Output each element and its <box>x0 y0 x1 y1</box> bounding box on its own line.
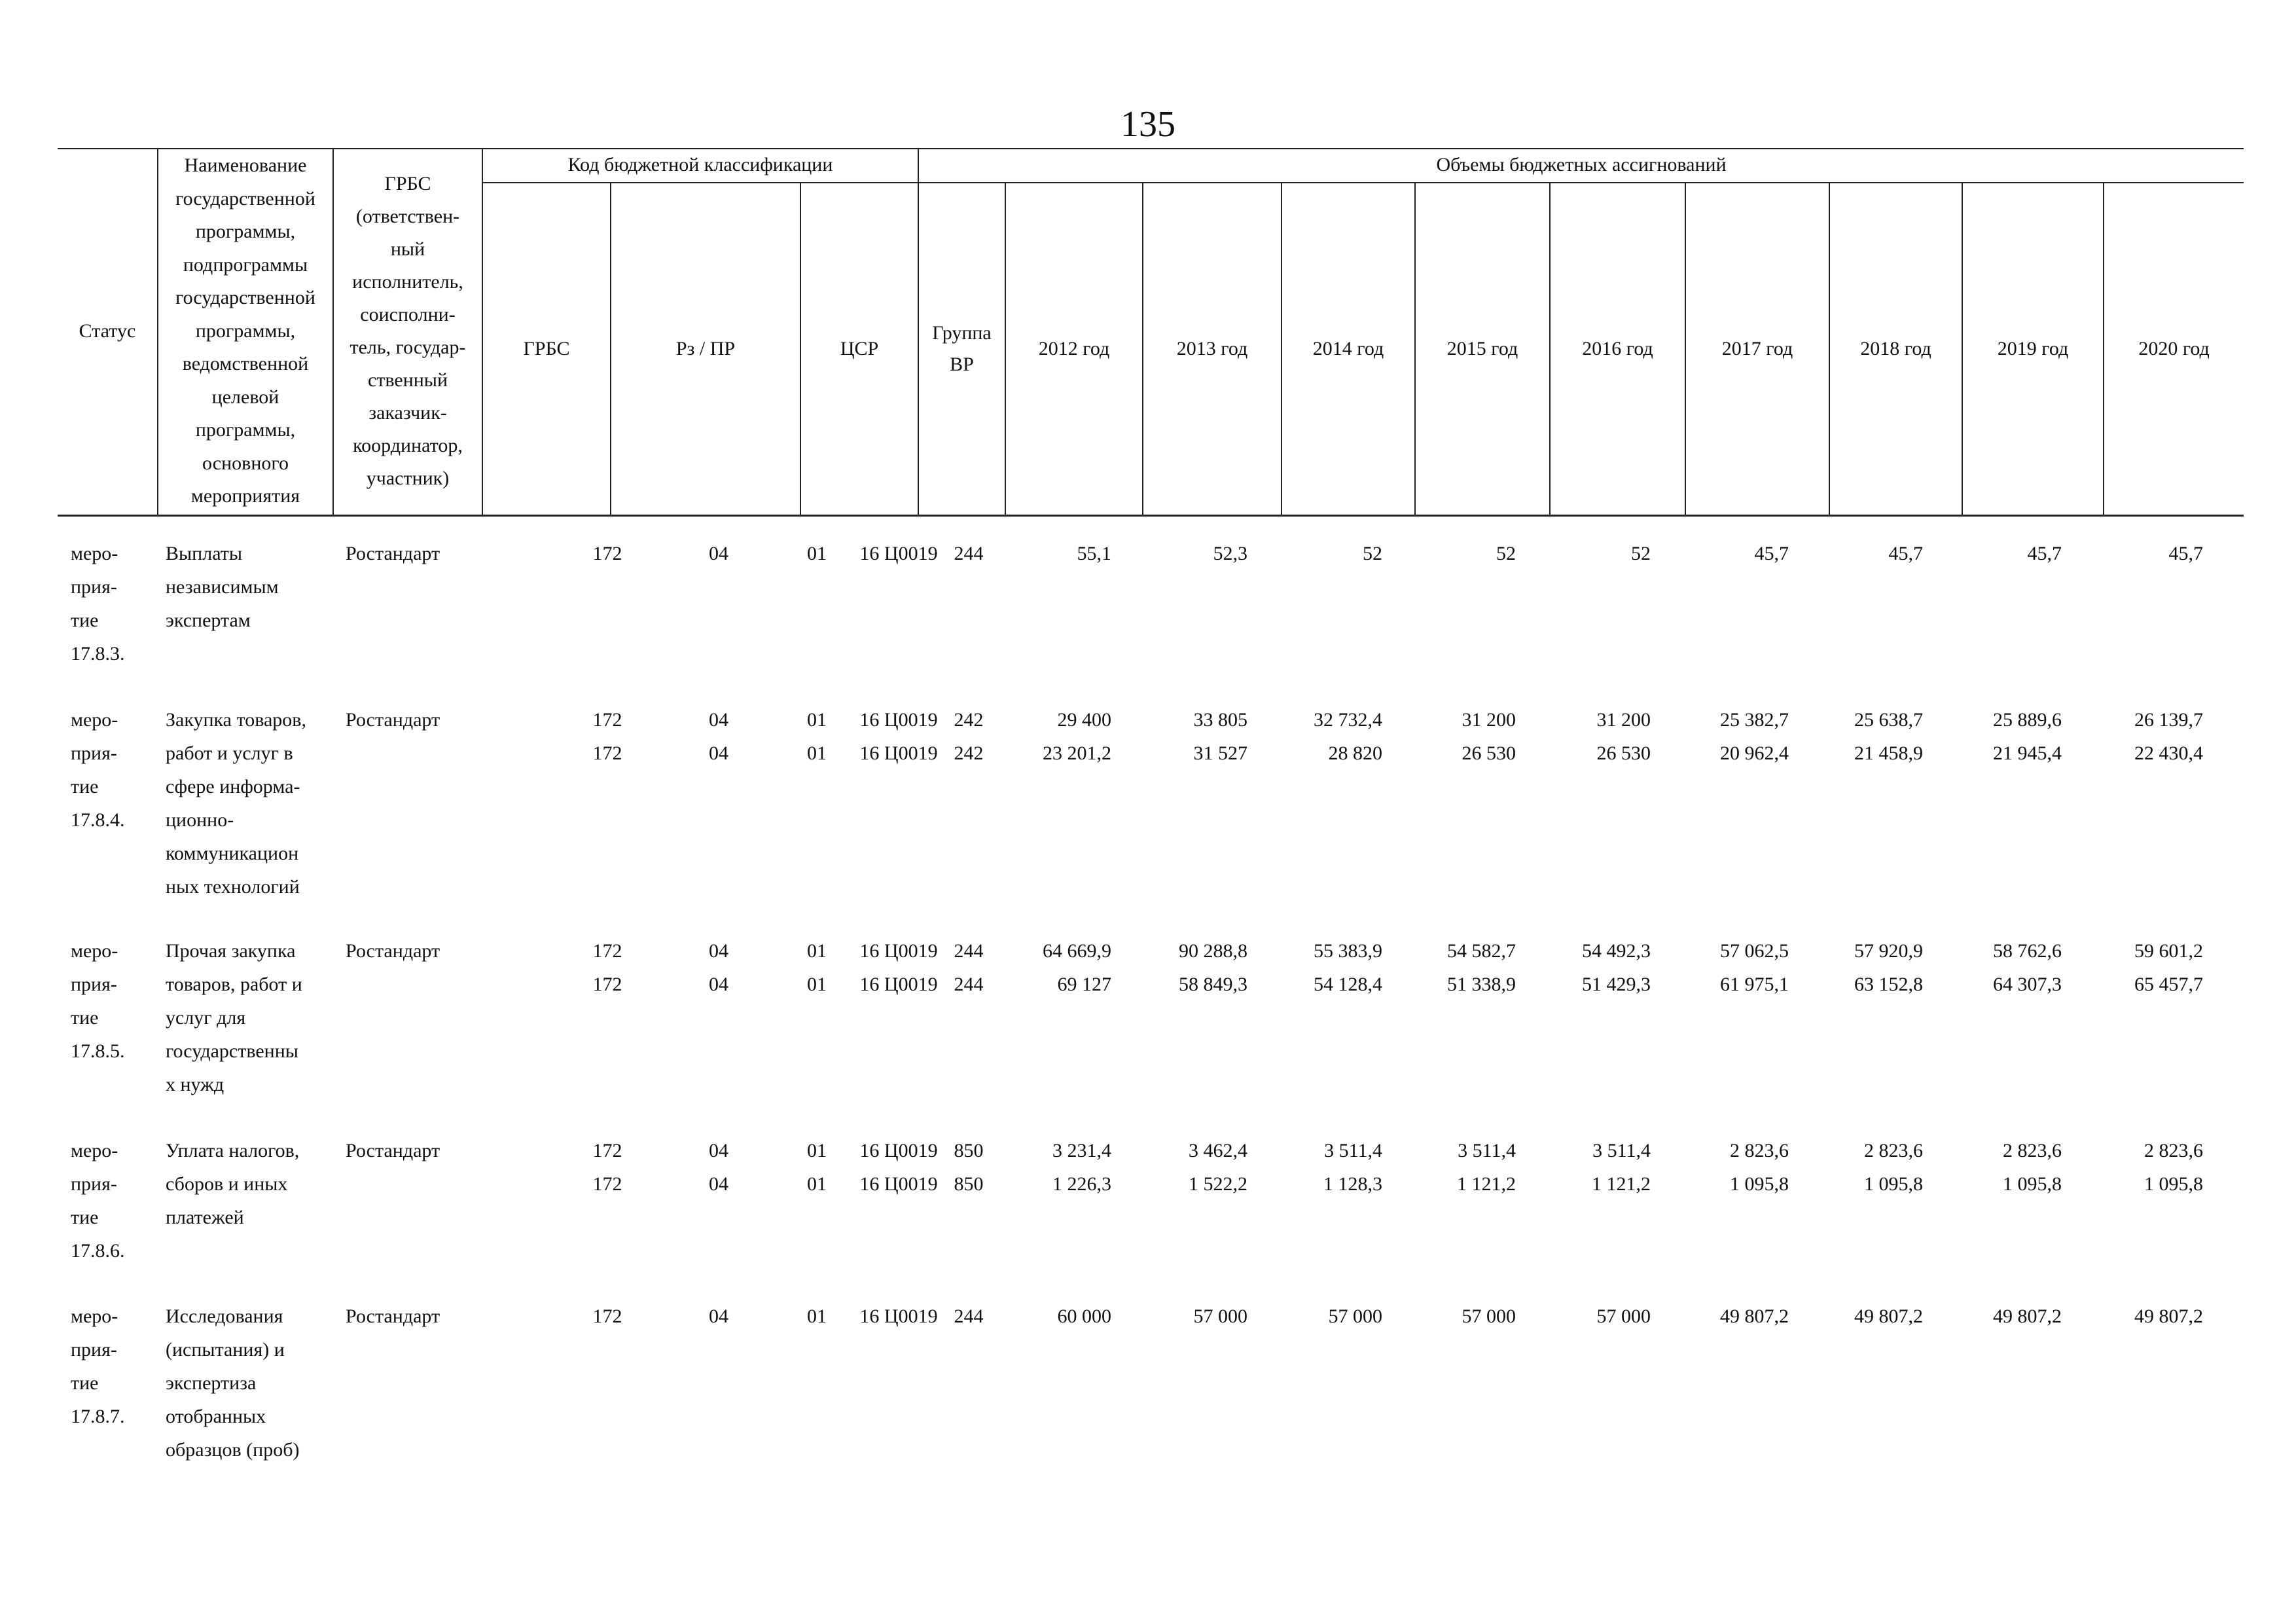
header-line: мероприятия <box>190 485 300 507</box>
row-value: 1 522,2 <box>1189 1173 1247 1195</box>
row-pr: 01 <box>807 742 827 764</box>
row-value: 1 121,2 <box>1457 1173 1516 1195</box>
row-vr: 244 <box>954 543 984 564</box>
row-pr: 01 <box>807 1173 827 1195</box>
header-year: 2015 год <box>1415 183 1550 515</box>
row-value: 49 807,2 <box>1854 1305 1923 1327</box>
row-csr: 16 Ц0019 <box>859 1173 938 1195</box>
row-value: 52 <box>1496 543 1516 564</box>
row-status: 17.8.6. <box>71 1240 125 1262</box>
row-csr: 16 Ц0019 <box>859 543 938 564</box>
row-vr: 244 <box>954 940 984 962</box>
row-value: 45,7 <box>2027 543 2062 564</box>
row-name: экспертиза <box>166 1372 257 1394</box>
row-pr: 01 <box>807 709 827 731</box>
row-status: тие <box>71 1207 99 1228</box>
header-year: 2013 год <box>1143 183 1282 515</box>
header-line: Группа <box>932 322 992 344</box>
header-grbs-responsible <box>333 148 482 515</box>
row-status: прия- <box>71 576 117 598</box>
row-value: 3 511,4 <box>1458 1140 1516 1161</box>
header-year: 2017 год <box>1685 183 1829 515</box>
row-name: образцов (проб) <box>166 1439 300 1461</box>
row-name: (испытания) и <box>166 1339 285 1360</box>
row-value: 26 139,7 <box>2134 709 2203 731</box>
row-value: 1 095,8 <box>1730 1173 1789 1195</box>
row-status: прия- <box>71 742 117 764</box>
header-year: 2012 год <box>1005 183 1143 515</box>
row-value: 1 128,3 <box>1323 1173 1382 1195</box>
header-line: Наименование <box>184 155 307 177</box>
row-rz: 04 <box>709 1173 728 1195</box>
row-value: 57 062,5 <box>1720 940 1789 962</box>
row-value: 57 000 <box>1193 1305 1247 1327</box>
row-value: 54 582,7 <box>1447 940 1516 962</box>
row-csr: 16 Ц0019 <box>859 940 938 962</box>
header-line: ГРБС <box>384 173 431 194</box>
row-rz: 04 <box>709 742 728 764</box>
header-year: 2018 год <box>1829 183 1962 515</box>
row-value: 21 945,4 <box>1993 742 2062 764</box>
header-line: подпрограммы <box>183 253 308 276</box>
header-vr <box>918 183 1005 515</box>
row-pr: 01 <box>807 1305 827 1327</box>
row-value: 1 095,8 <box>1864 1173 1923 1195</box>
row-value: 21 458,9 <box>1854 742 1923 764</box>
row-value: 1 095,8 <box>2003 1173 2062 1195</box>
row-name: Исследования <box>166 1305 283 1327</box>
header-line: (ответствен- <box>355 206 460 227</box>
row-value: 45,7 <box>1754 543 1789 564</box>
header-line: целевой <box>211 386 279 408</box>
row-status: 17.8.7. <box>71 1406 125 1427</box>
row-csr: 16 Ц0019 <box>859 742 938 764</box>
row-rz: 04 <box>709 543 728 564</box>
row-value: 26 530 <box>1462 742 1516 764</box>
row-vr: 244 <box>954 974 984 995</box>
row-pr: 01 <box>807 543 827 564</box>
header-line: основного <box>202 452 289 474</box>
header-year: 2020 год <box>2104 183 2244 515</box>
row-value: 31 527 <box>1193 742 1247 764</box>
row-grbs-name: Ростандарт <box>346 1140 440 1161</box>
header-kbk-group: Код бюджетной классификации <box>482 148 918 183</box>
row-rz: 04 <box>709 1140 728 1161</box>
header-year: 2014 год <box>1282 183 1415 515</box>
header-line: исполнитель, <box>352 271 463 293</box>
header-line: ный <box>390 238 425 260</box>
row-value: 45,7 <box>2168 543 2203 564</box>
row-status: меро- <box>71 940 118 962</box>
row-name: независимым <box>166 576 279 598</box>
row-vr: 850 <box>954 1173 984 1195</box>
row-value: 61 975,1 <box>1720 974 1789 995</box>
row-name: Выплаты <box>166 543 242 564</box>
row-value: 49 807,2 <box>2134 1305 2203 1327</box>
row-grbs: 172 <box>592 742 622 764</box>
row-value: 23 201,2 <box>1043 742 1111 764</box>
row-value: 26 530 <box>1596 742 1651 764</box>
row-value: 59 601,2 <box>2134 940 2203 962</box>
row-value: 31 200 <box>1596 709 1651 731</box>
row-status: 17.8.4. <box>71 809 125 831</box>
row-value: 51 429,3 <box>1582 974 1651 995</box>
row-grbs: 172 <box>592 1140 622 1161</box>
row-name: Закупка товаров, <box>166 709 306 731</box>
row-value: 2 823,6 <box>1730 1140 1789 1161</box>
row-value: 32 732,4 <box>1314 709 1382 731</box>
row-value: 63 152,8 <box>1854 974 1923 995</box>
row-value: 57 000 <box>1596 1305 1651 1327</box>
row-value: 90 288,8 <box>1179 940 1247 962</box>
row-grbs: 172 <box>592 974 622 995</box>
row-value: 64 307,3 <box>1993 974 2062 995</box>
header-csr: ЦСР <box>800 183 918 515</box>
row-value: 3 511,4 <box>1592 1140 1651 1161</box>
header-line: программы, <box>195 419 296 441</box>
header-line: тель, государ- <box>350 337 466 358</box>
row-rz: 04 <box>709 709 728 731</box>
header-year: 2019 год <box>1962 183 2104 515</box>
header-line: заказчик- <box>368 402 447 424</box>
row-status: меро- <box>71 1305 118 1327</box>
header-top-rule <box>58 148 2244 149</box>
header-line: соисполни- <box>360 304 456 325</box>
header-line: ственный <box>367 369 448 391</box>
header-bottom-rule <box>58 515 2244 517</box>
header-status: Статус <box>58 148 158 515</box>
row-name: государственны <box>166 1040 298 1062</box>
row-rz: 04 <box>709 940 728 962</box>
row-csr: 16 Ц0019 <box>859 1305 938 1327</box>
row-name: ных технологий <box>166 876 300 898</box>
row-vr: 850 <box>954 1140 984 1161</box>
header-line: государственной <box>175 287 315 309</box>
header-rz-pr: Рз / ПР <box>611 183 800 515</box>
row-name: сборов и иных <box>166 1173 288 1195</box>
row-value: 54 128,4 <box>1314 974 1382 995</box>
row-grbs: 172 <box>592 543 622 564</box>
header-line: координатор, <box>353 435 463 456</box>
row-status: меро- <box>71 1140 118 1161</box>
row-value: 54 492,3 <box>1582 940 1651 962</box>
row-value: 31 200 <box>1462 709 1516 731</box>
row-value: 51 338,9 <box>1447 974 1516 995</box>
row-value: 1 226,3 <box>1052 1173 1111 1195</box>
row-grbs: 172 <box>592 1173 622 1195</box>
row-value: 65 457,7 <box>2134 974 2203 995</box>
row-status: прия- <box>71 1339 117 1360</box>
row-name: экспертам <box>166 610 251 631</box>
table-header <box>58 148 2244 516</box>
row-status: прия- <box>71 974 117 995</box>
row-value: 45,7 <box>1888 543 1923 564</box>
row-name: сфере информа- <box>166 776 300 797</box>
row-rz: 04 <box>709 1305 728 1327</box>
row-grbs-name: Ростандарт <box>346 940 440 962</box>
header-line: программы, <box>195 319 296 342</box>
header-line: ВР <box>950 354 974 375</box>
row-csr: 16 Ц0019 <box>859 974 938 995</box>
row-value: 55,1 <box>1077 543 1111 564</box>
row-status: меро- <box>71 543 118 564</box>
row-value: 25 382,7 <box>1720 709 1789 731</box>
row-name: платежей <box>166 1207 244 1228</box>
row-value: 49 807,2 <box>1993 1305 2062 1327</box>
row-status: тие <box>71 1007 99 1029</box>
row-value: 22 430,4 <box>2134 742 2203 764</box>
row-value: 52 <box>1363 543 1382 564</box>
header-year: 2016 год <box>1550 183 1685 515</box>
row-name: коммуникацион <box>166 843 299 864</box>
row-grbs: 172 <box>592 1305 622 1327</box>
row-name: товаров, работ и <box>166 974 302 995</box>
row-pr: 01 <box>807 974 827 995</box>
row-value: 55 383,9 <box>1314 940 1382 962</box>
row-value: 3 462,4 <box>1189 1140 1247 1161</box>
row-value: 3 231,4 <box>1052 1140 1111 1161</box>
header-grbs-code: ГРБС <box>482 183 611 515</box>
row-value: 1 095,8 <box>2144 1173 2203 1195</box>
row-name: Уплата налогов, <box>166 1140 300 1161</box>
row-name: услуг для <box>166 1007 246 1029</box>
row-value: 58 849,3 <box>1179 974 1247 995</box>
row-value: 33 805 <box>1193 709 1247 731</box>
row-value: 57 000 <box>1328 1305 1382 1327</box>
header-program-name <box>158 148 333 515</box>
row-csr: 16 Ц0019 <box>859 1140 938 1161</box>
row-value: 49 807,2 <box>1720 1305 1789 1327</box>
row-status: тие <box>71 776 99 797</box>
row-value: 25 638,7 <box>1854 709 1923 731</box>
row-name: ционно- <box>166 809 234 831</box>
row-pr: 01 <box>807 1140 827 1161</box>
row-vr: 244 <box>954 1305 984 1327</box>
row-value: 2 823,6 <box>2003 1140 2062 1161</box>
row-grbs-name: Ростандарт <box>346 543 440 564</box>
row-name: х нужд <box>166 1074 224 1095</box>
row-value: 2 823,6 <box>2144 1140 2203 1161</box>
page-number: 135 <box>1121 104 1175 145</box>
row-status: 17.8.3. <box>71 643 125 665</box>
row-value: 57 920,9 <box>1854 940 1923 962</box>
row-value: 52,3 <box>1213 543 1247 564</box>
row-vr: 242 <box>954 709 984 731</box>
header-line: государственной <box>175 187 315 210</box>
row-csr: 16 Ц0019 <box>859 709 938 731</box>
row-status: тие <box>71 1372 99 1394</box>
row-grbs: 172 <box>592 940 622 962</box>
row-value: 1 121,2 <box>1592 1173 1651 1195</box>
row-value: 52 <box>1631 543 1651 564</box>
row-status: 17.8.5. <box>71 1040 125 1062</box>
row-value: 60 000 <box>1057 1305 1111 1327</box>
row-status: прия- <box>71 1173 117 1195</box>
row-name: отобранных <box>166 1406 266 1427</box>
row-value: 64 669,9 <box>1043 940 1111 962</box>
row-grbs-name: Ростандарт <box>346 1305 440 1327</box>
header-line: участник) <box>366 467 450 489</box>
row-grbs: 172 <box>592 709 622 731</box>
row-value: 57 000 <box>1462 1305 1516 1327</box>
row-rz: 04 <box>709 974 728 995</box>
row-name: работ и услуг в <box>166 742 293 764</box>
row-pr: 01 <box>807 940 827 962</box>
row-grbs-name: Ростандарт <box>346 709 440 731</box>
row-status: меро- <box>71 709 118 731</box>
row-value: 25 889,6 <box>1993 709 2062 731</box>
header-volumes-group: Объемы бюджетных ассигнований <box>918 148 2244 183</box>
row-name: Прочая закупка <box>166 940 296 962</box>
row-value: 58 762,6 <box>1993 940 2062 962</box>
row-status: тие <box>71 610 99 631</box>
header-line: ведомственной <box>182 353 309 375</box>
row-value: 2 823,6 <box>1864 1140 1923 1161</box>
row-vr: 242 <box>954 742 984 764</box>
row-value: 20 962,4 <box>1720 742 1789 764</box>
row-value: 29 400 <box>1057 709 1111 731</box>
header-line: программы, <box>195 221 296 243</box>
row-value: 3 511,4 <box>1324 1140 1382 1161</box>
row-value: 69 127 <box>1057 974 1111 995</box>
row-value: 28 820 <box>1328 742 1382 764</box>
